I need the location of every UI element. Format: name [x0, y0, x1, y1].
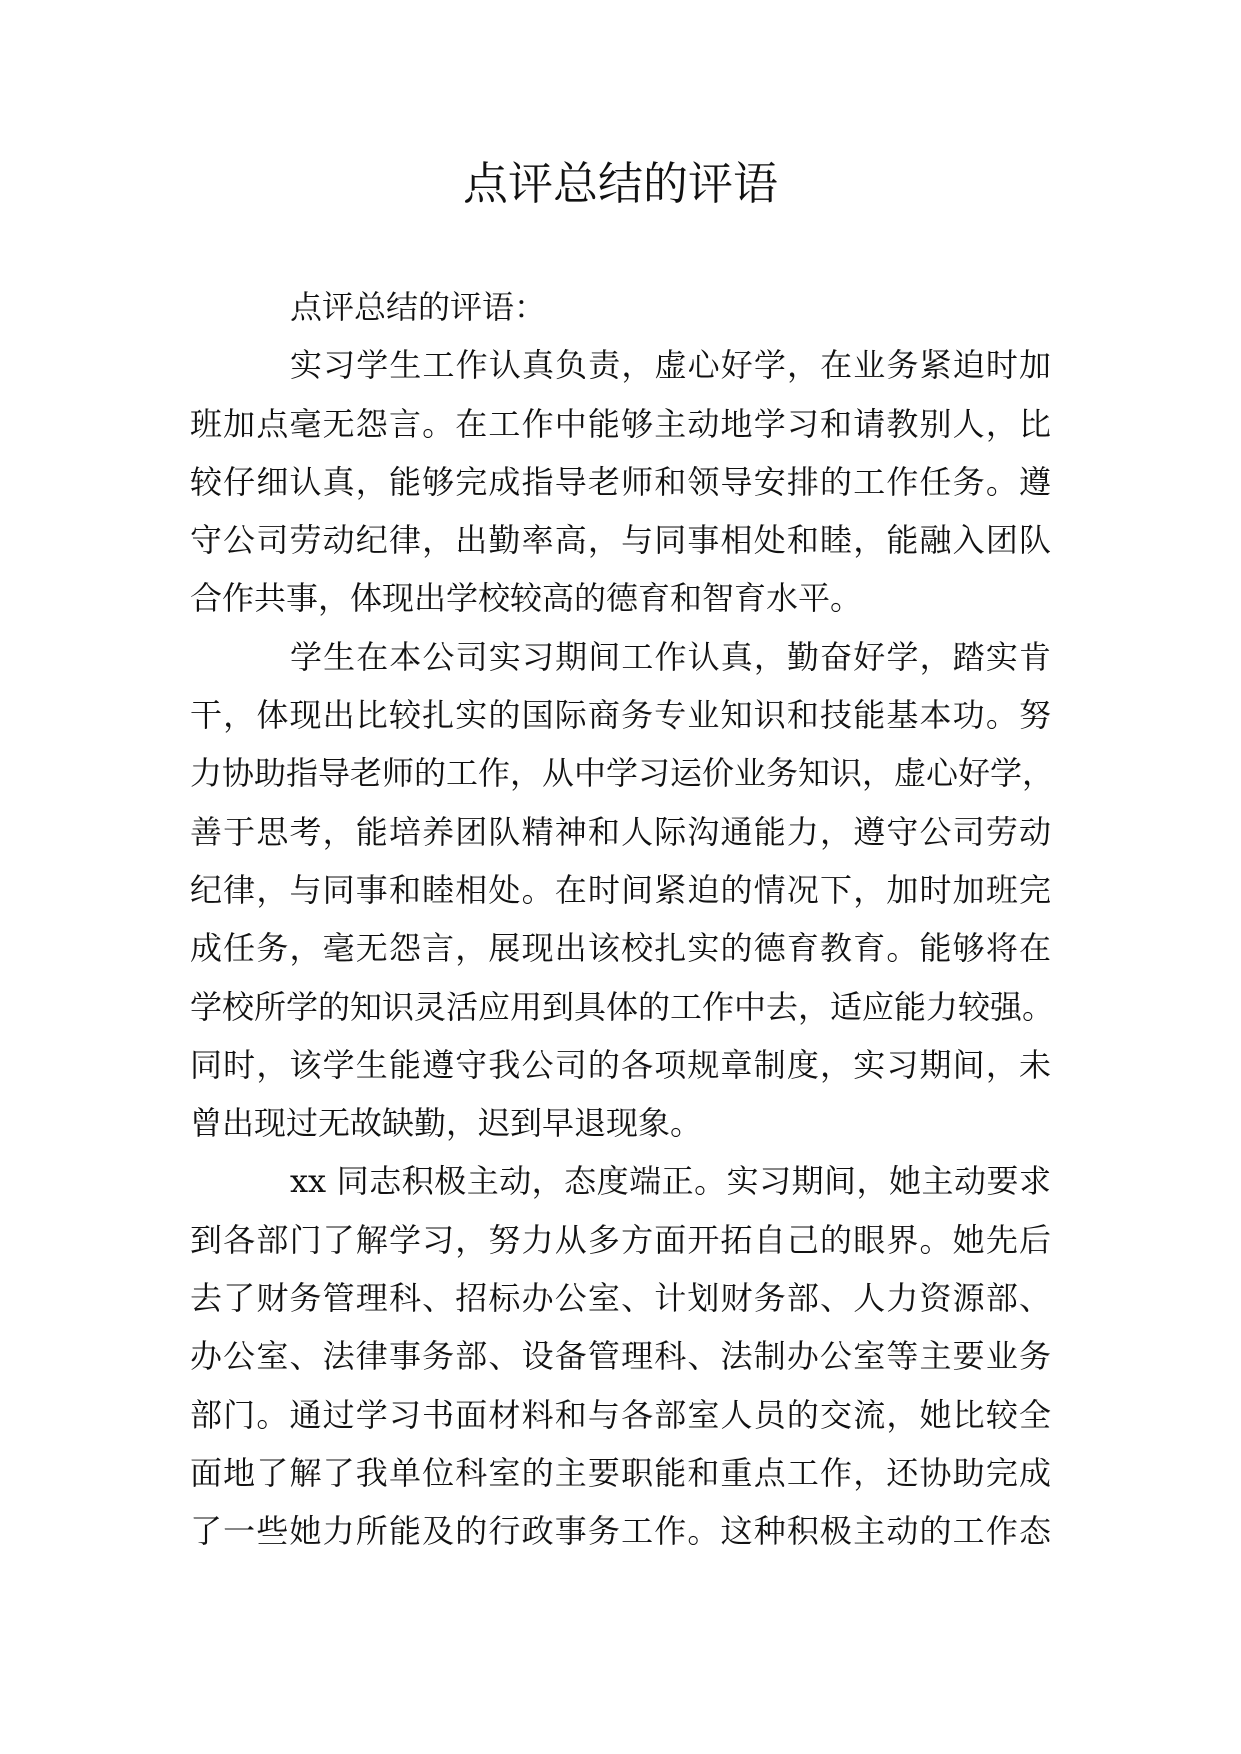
body-line: 班加点毫无怨言。在工作中能够主动地学习和请教别人，比: [190, 404, 1051, 443]
body-line: 干，体现出比较扎实的国际商务专业知识和技能基本功。努: [190, 696, 1051, 735]
body-line: 较仔细认真，能够完成指导老师和领导安排的工作任务。遵: [190, 462, 1051, 501]
body-line: 同时，该学生能遵守我公司的各项规章制度，实习期间，未: [190, 1045, 1051, 1084]
body-line: 力协助指导老师的工作，从中学习运价业务知识，虚心好学，: [190, 754, 1055, 793]
paragraph-3: [190, 1152, 1051, 1560]
body-line: 纪律，与同事和睦相处。在时间紧迫的情况下，加时加班完: [190, 870, 1051, 909]
body-line: 到各部门了解学习，努力从多方面开拓自己的眼界。她先后: [190, 1220, 1051, 1259]
body-line: 面地了解了我单位科室的主要职能和重点工作，还协助完成: [190, 1453, 1051, 1492]
document-title: 点评总结的评语: [462, 157, 778, 210]
body-line: 了一些她力所能及的行政事务工作。这种积极主动的工作态: [190, 1512, 1051, 1551]
paragraph-1: [190, 336, 1051, 627]
body-line: 善于思考，能培养团队精神和人际沟通能力，遵守公司劳动: [190, 812, 1051, 851]
body-line: 曾出现过无故缺勤，迟到早退现象。: [190, 1104, 703, 1143]
body-line: 实习学生工作认真负责，虚心好学，在业务紧迫时加: [290, 346, 1051, 385]
document-body: [190, 278, 1055, 1561]
body-line: 部门。通过学习书面材料和与各部室人员的交流，她比较全: [190, 1395, 1051, 1434]
body-line: 成任务，毫无怨言，展现出该校扎实的德育教育。能够将在: [190, 929, 1051, 968]
paragraph-heading: [190, 278, 1051, 336]
body-line: 合作共事，体现出学校较高的德育和智育水平。: [190, 579, 863, 618]
body-line: 去了财务管理科、招标办公室、计划财务部、人力资源部、: [190, 1279, 1051, 1318]
body-line: 办公室、法律事务部、设备管理科、法制办公室等主要业务: [190, 1337, 1051, 1376]
body-line: xx 同志积极主动，态度端正。实习期间，她主动要求: [290, 1162, 1051, 1201]
body-line: 学校所学的知识灵活应用到具体的工作中去，适应能力较强。: [190, 987, 1055, 1026]
paragraph-2: [190, 628, 1055, 1153]
body-line: 学生在本公司实习期间工作认真，勤奋好学，踏实肯: [290, 637, 1051, 676]
body-line: 点评总结的评语：: [290, 288, 547, 326]
body-line: 守公司劳动纪律，出勤率高，与同事相处和睦，能融入团队: [190, 521, 1051, 560]
